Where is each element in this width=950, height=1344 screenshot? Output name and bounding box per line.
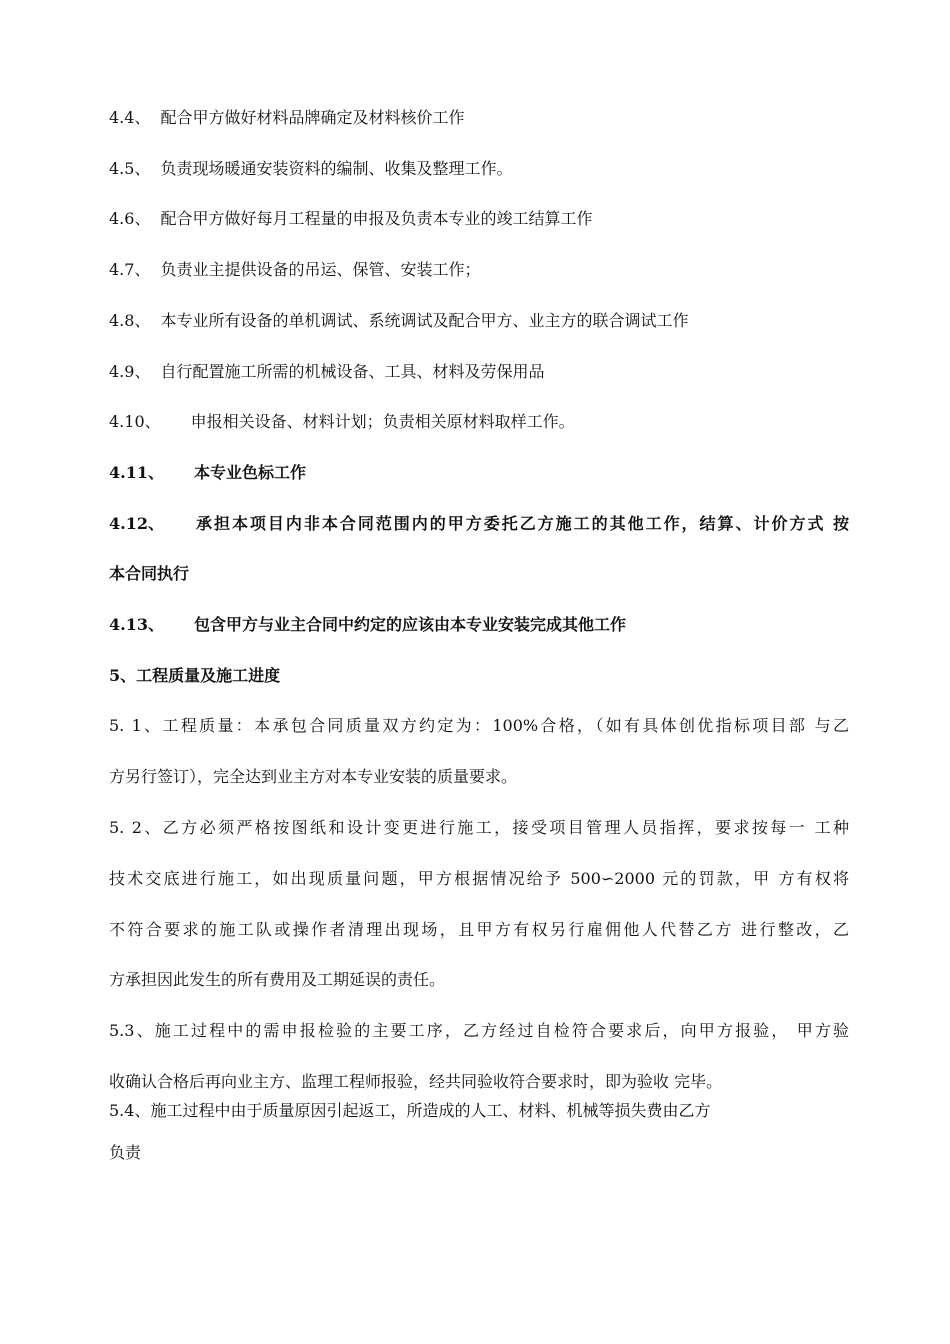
clause-number: 4.9、 <box>109 362 151 381</box>
clause-number: 4.11、 <box>109 463 164 482</box>
paragraph-5-2-line-4: 方承担因此发生的所有费用及工期延误的责任。 <box>109 970 446 989</box>
clause-number: 4.5、 <box>109 159 151 178</box>
paragraph-5-1-line-2: 方另行签订），完全达到业主方对本专业安装的质量要求。 <box>109 767 518 786</box>
clause-text: 承担本项目内非本合同范围内的甲方委托乙方施工的其他工作，结算、计价方式 按 <box>193 514 849 533</box>
clause-4-5 <box>109 159 512 179</box>
section-5-heading: 5、工程质量及施工进度 <box>109 666 281 685</box>
paragraph-5-4-line-1: 5.4、施工过程中由于质量原因引起返工，所造成的人工、材料、机械等损失费由乙方 <box>109 1101 711 1120</box>
clause-number: 4.7、 <box>109 260 151 279</box>
paragraph-5-2-line-2: 技术交底进行施工，如出现质量问题，甲方根据情况给予 500∽2000 元的罚款，甲 方有权将 <box>109 869 849 888</box>
clause-4-8 <box>109 311 688 331</box>
clause-text: 负责业主提供设备的吊运、保管、安装工作； <box>160 260 481 279</box>
clause-number: 4.4、 <box>109 108 151 127</box>
paragraph-5-1-line-1: 5. 1、工程质量：本承包合同质量双方约定为：100%合格，（如有具体创优指标项目部 与乙 <box>109 716 849 735</box>
clause-number: 4.13、 <box>109 615 164 634</box>
clause-4-12-continuation <box>109 564 189 584</box>
clause-4-12 <box>109 514 849 534</box>
clause-text: 申报相关设备、材料计划；负责相关原材料取样工作。 <box>190 412 575 431</box>
clause-4-6 <box>109 209 592 229</box>
paragraph-5-4-line-2: 负责 <box>109 1143 142 1162</box>
clause-number: 4.6、 <box>109 209 151 228</box>
clause-4-10 <box>109 412 575 432</box>
clause-text: 负责现场暖通安装资料的编制、收集及整理工作。 <box>160 159 513 178</box>
clause-number: 4.12、 <box>109 514 164 533</box>
clause-number: 4.8、 <box>109 311 151 330</box>
clause-text: 本合同执行 <box>109 564 190 583</box>
clause-text: 包含甲方与业主合同中约定的应该由本专业安装完成其他工作 <box>193 615 626 634</box>
clause-4-13 <box>109 615 626 635</box>
paragraph-5-3-line-2: 收确认合格后再向业主方、监理工程师报验，经共同验收符合要求时，即为验收 完毕。 <box>109 1072 723 1091</box>
clause-text: 本专业所有设备的单机调试、系统调试及配合甲方、业主方的联合调试工作 <box>160 311 689 330</box>
paragraph-5-3-line-1: 5.3、施工过程中的需申报检验的主要工序，乙方经过自检符合要求后，向甲方报验， 甲方验 <box>109 1021 849 1040</box>
paragraph-5-2-line-3: 不符合要求的施工队或操作者清理出现场，且甲方有权另行雇佣他人代替乙方 进行整改，乙 <box>109 920 849 939</box>
clause-text: 本专业色标工作 <box>193 463 306 482</box>
clause-4-4 <box>109 108 464 128</box>
clause-text: 配合甲方做好材料品牌确定及材料核价工作 <box>160 108 465 127</box>
clause-number: 4.10、 <box>109 412 161 431</box>
clause-text: 自行配置施工所需的机械设备、工具、材料及劳保用品 <box>160 362 545 381</box>
paragraph-5-2-line-1: 5. 2、乙方必须严格按图纸和设计变更进行施工，接受项目管理人员指挥，要求按每一 工种 <box>109 818 849 837</box>
clause-text: 配合甲方做好每月工程量的申报及负责本专业的竣工结算工作 <box>160 209 593 228</box>
clause-4-7 <box>109 260 480 280</box>
clause-4-11 <box>109 463 306 483</box>
clause-4-9 <box>109 362 544 382</box>
